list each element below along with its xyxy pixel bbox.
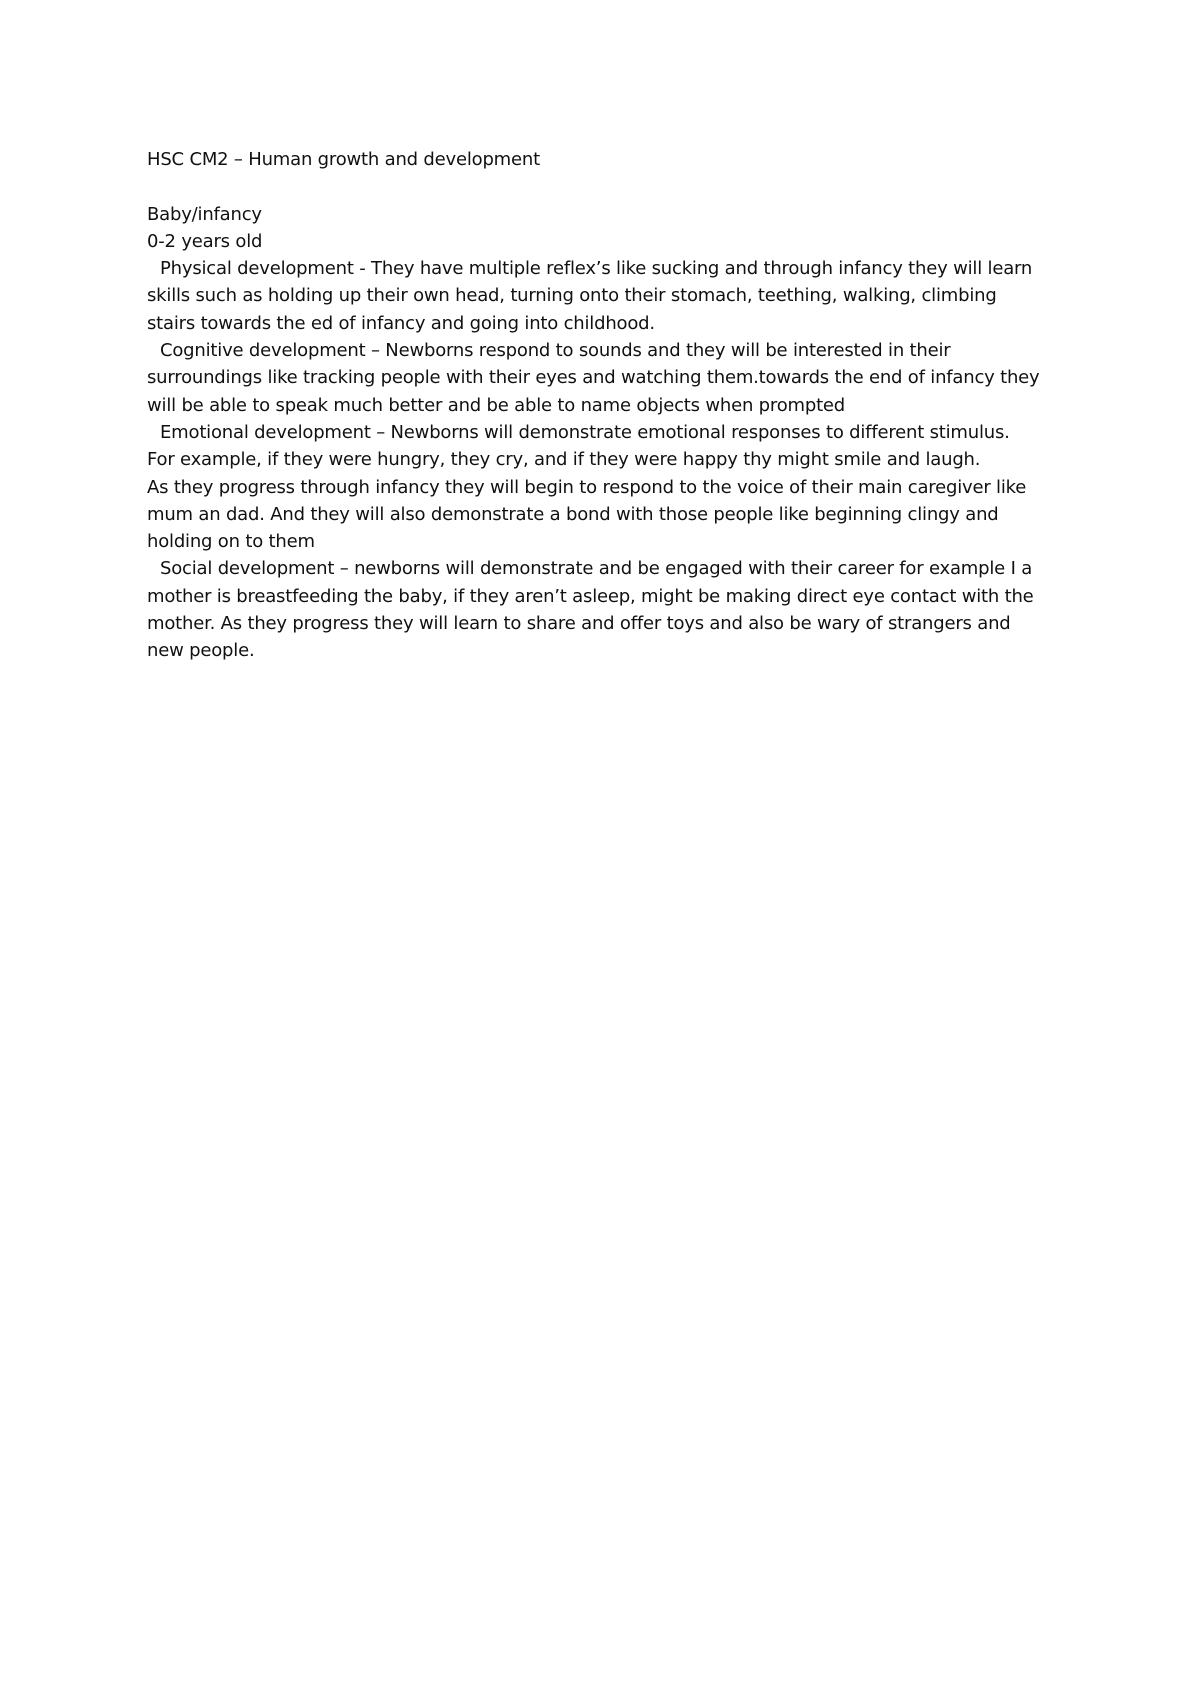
paragraph-emotional-development — [147, 419, 1067, 555]
section-heading: Baby/infancy — [147, 203, 262, 225]
paragraph-line: Cognitive development – Newborns respond to sounds and they will be interested in their — [160, 340, 951, 362]
paragraph-line: surroundings like tracking people with their eyes and watching them.towards the end of infancy they — [147, 367, 1040, 389]
paragraph-line: Social development – newborns will demonstrate and be engaged with their career for example I a — [160, 558, 1033, 580]
paragraph-line: As they progress through infancy they will begin to respond to the voice of their main caregiver like — [147, 476, 1027, 498]
paragraph-line: new people. — [147, 640, 255, 662]
paragraph-line: For example, if they were hungry, they cry, and if they were happy thy might smile and laugh. — [147, 449, 981, 471]
blank-line — [147, 173, 1067, 200]
paragraph-line: skills such as holding up their own head, turning onto their stomach, teething, walking, climbing — [147, 285, 997, 307]
paragraph-line: Emotional development – Newborns will demonstrate emotional responses to different stimulus. — [160, 421, 1010, 443]
age-range: 0-2 years old — [147, 230, 263, 252]
document-body — [147, 146, 1067, 665]
paragraph-line: will be able to speak much better and be able to name objects when prompted — [147, 394, 846, 416]
paragraph-line: holding on to them — [147, 531, 315, 553]
document-title: HSC CM2 – Human growth and development — [147, 149, 540, 170]
paragraph-line: mother. As they progress they will learn to share and offer toys and also be wary of strangers and — [147, 613, 1011, 635]
paragraph-cognitive-development — [147, 337, 1067, 419]
paragraph-line: mum an dad. And they will also demonstrate a bond with those people like beginning clingy and — [147, 503, 999, 525]
paragraph-physical-development — [147, 255, 1067, 337]
paragraph-line: stairs towards the ed of infancy and going into childhood. — [147, 312, 655, 334]
paragraph-line: Physical development - They have multiple reflex’s like sucking and through infancy they will learn — [160, 258, 1033, 280]
paragraph-line: mother is breastfeeding the baby, if they aren’t asleep, might be making direct eye contact with the — [147, 585, 1034, 607]
paragraph-social-development — [147, 555, 1067, 664]
